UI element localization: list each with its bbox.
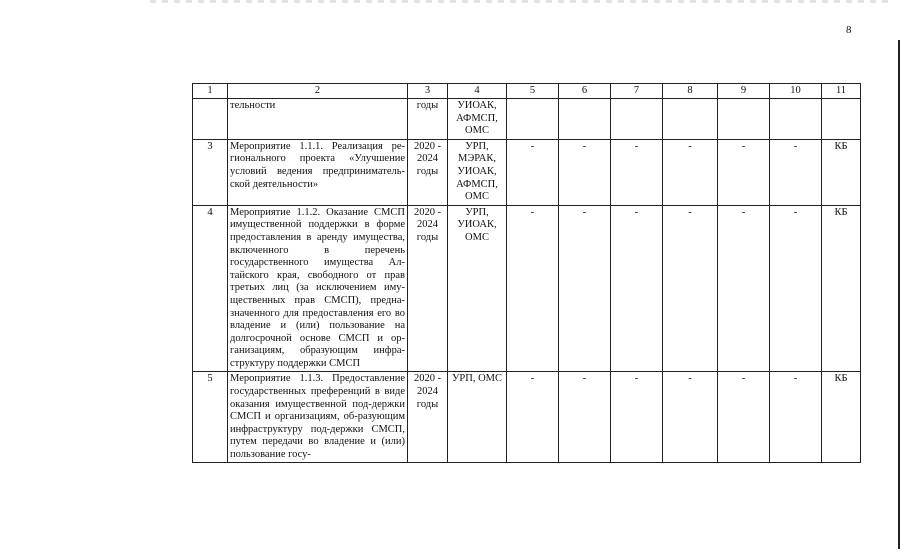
row-number: 3 [193,139,228,205]
row-number: 5 [193,372,228,463]
value-cell: - [559,139,611,205]
column-header: 6 [559,84,611,99]
funding-source-cell [822,99,861,140]
executors-cell: УРП, УИОАК, ОМС [448,205,507,372]
value-cell [770,99,822,140]
column-header: 3 [408,84,448,99]
funding-source-cell: КБ [822,139,861,205]
value-cell: - [611,372,663,463]
row-number: 4 [193,205,228,372]
activity-description: Мероприятие 1.1.1. Реализация ре-гионального проекта «Улучшение условий ведения предприниматель-ской деятельности» [228,139,408,205]
activity-description: Мероприятие 1.1.3. Предоставление государственных преференций в виде оказания имущественной под-держки СМСП и организациям, об-разующим инфраструктуру под-держки СМСП, путем передачи во владение и (или) пользование госу- [228,372,408,463]
executors-cell: УРП, МЭРАК, УИОАК, АФМСП, ОМС [448,139,507,205]
page-number: 8 [846,24,852,36]
activity-description: Мероприятие 1.1.2. Оказание СМСП имущественной поддержки в форме предоставления в аренду имущества, включенного в перечень государственного имущества Ал-тайского края, свободного от прав третьих лиц (за исключением иму-щественных прав СМСП), предна-значенного для предоставления его во владение и (или) пользование на долгосрочной основе СМСП и ор-ганизациям, образующим инфра-структуру поддержки СМСП [228,205,408,372]
column-header: 9 [718,84,770,99]
value-cell [507,99,559,140]
table-row [193,372,861,463]
column-header: 8 [663,84,718,99]
executors-cell: УИОАК, АФМСП, ОМС [448,99,507,140]
value-cell [663,99,718,140]
value-cell: - [718,205,770,372]
column-header: 11 [822,84,861,99]
value-cell: - [770,372,822,463]
funding-source-cell: КБ [822,205,861,372]
funding-source-cell: КБ [822,372,861,463]
value-cell: - [559,372,611,463]
value-cell: - [507,139,559,205]
column-header: 1 [193,84,228,99]
period-cell: 2020 - 2024 годы [408,205,448,372]
column-header: 2 [228,84,408,99]
column-header: 10 [770,84,822,99]
period-cell: 2020 - 2024 годы [408,139,448,205]
scan-edge-right [898,40,900,549]
table-header-row [193,84,861,99]
activity-description: тельности [228,99,408,140]
table-row [193,205,861,372]
scan-edge-top [150,0,890,3]
value-cell: - [507,205,559,372]
table-row [193,99,861,140]
column-header: 4 [448,84,507,99]
column-header: 5 [507,84,559,99]
row-number [193,99,228,140]
column-header: 7 [611,84,663,99]
value-cell [718,99,770,140]
table-row [193,139,861,205]
value-cell: - [559,205,611,372]
value-cell: - [663,139,718,205]
value-cell: - [663,372,718,463]
program-activities-table [192,83,861,463]
period-cell: годы [408,99,448,140]
value-cell: - [770,205,822,372]
value-cell: - [718,139,770,205]
value-cell: - [611,205,663,372]
period-cell: 2020 - 2024 годы [408,372,448,463]
value-cell [559,99,611,140]
value-cell: - [770,139,822,205]
value-cell [611,99,663,140]
value-cell: - [507,372,559,463]
executors-cell: УРП, ОМС [448,372,507,463]
value-cell: - [718,372,770,463]
value-cell: - [663,205,718,372]
value-cell: - [611,139,663,205]
